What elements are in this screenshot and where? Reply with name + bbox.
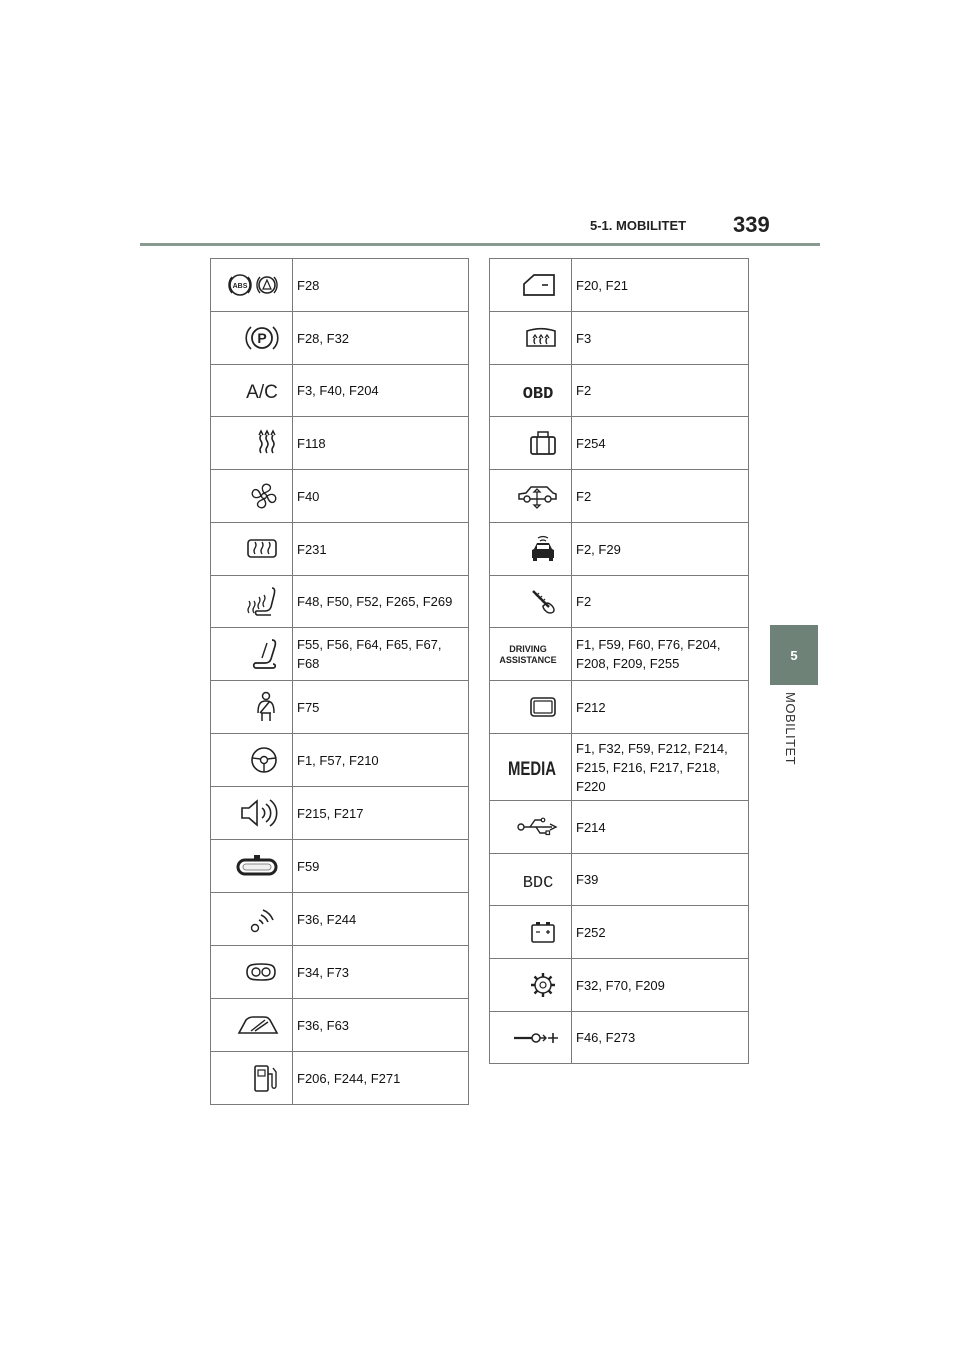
table-row bbox=[490, 259, 749, 312]
seatbelt-icon bbox=[253, 691, 279, 723]
table-row bbox=[211, 576, 469, 628]
table-row bbox=[490, 906, 749, 959]
table-row bbox=[490, 365, 749, 417]
icon-cell bbox=[490, 854, 572, 906]
table-row bbox=[490, 312, 749, 365]
fuse-refs: F39 bbox=[572, 854, 749, 906]
svg-text:MEDIA: MEDIA bbox=[508, 759, 557, 780]
fuse-refs: F2, F29 bbox=[572, 523, 749, 576]
car-height-icon bbox=[516, 482, 558, 510]
fuse-refs: F34, F73 bbox=[293, 946, 469, 999]
table-row bbox=[211, 681, 469, 734]
icon-cell bbox=[211, 840, 293, 893]
icon-cell bbox=[490, 312, 572, 365]
driving-assistance-icon bbox=[498, 641, 558, 667]
icon-cell bbox=[211, 787, 293, 840]
table-row bbox=[211, 523, 469, 576]
svg-text:P: P bbox=[257, 330, 267, 346]
battery-icon bbox=[528, 919, 558, 945]
table-row bbox=[211, 417, 469, 470]
table-row bbox=[490, 628, 749, 681]
heating-icon bbox=[255, 429, 279, 457]
obd-icon bbox=[518, 380, 558, 402]
fuse-refs: F118 bbox=[293, 417, 469, 470]
fuse-refs: F59 bbox=[293, 840, 469, 893]
speaker-icon bbox=[239, 797, 279, 829]
fan-icon bbox=[249, 481, 279, 511]
fuse-refs: F212 bbox=[572, 681, 749, 734]
trailer-hitch-icon bbox=[512, 1028, 558, 1048]
fuse-refs: F206, F244, F271 bbox=[293, 1052, 469, 1105]
icon-cell bbox=[490, 801, 572, 854]
table-row bbox=[211, 1052, 469, 1105]
horn-icon bbox=[528, 587, 558, 617]
table-row bbox=[490, 576, 749, 628]
icon-cell bbox=[211, 681, 293, 734]
table-row bbox=[211, 946, 469, 999]
icon-cell bbox=[490, 470, 572, 523]
car-sensor-icon bbox=[528, 534, 558, 564]
fuse-refs: F48, F50, F52, F265, F269 bbox=[293, 576, 469, 628]
icon-cell bbox=[211, 523, 293, 576]
fuse-refs: F1, F59, F60, F76, F204, F208, F209, F255 bbox=[572, 628, 749, 681]
seat-heater-icon bbox=[245, 585, 279, 619]
media-icon bbox=[506, 755, 558, 779]
table-row bbox=[211, 999, 469, 1052]
fuse-refs: F3 bbox=[572, 312, 749, 365]
table-row bbox=[490, 854, 749, 906]
fuse-refs: F254 bbox=[572, 417, 749, 470]
instrument-cluster-icon bbox=[243, 961, 279, 983]
table-row bbox=[211, 840, 469, 893]
table-row bbox=[211, 787, 469, 840]
fuse-refs: F215, F217 bbox=[293, 787, 469, 840]
abs-brake-warning-icon bbox=[227, 272, 279, 298]
fuse-table-left bbox=[210, 258, 469, 1105]
icon-cell bbox=[211, 734, 293, 787]
fuse-refs: F2 bbox=[572, 576, 749, 628]
chapter-tab: 5 bbox=[770, 625, 818, 685]
icon-cell bbox=[490, 1012, 572, 1064]
fuse-refs: F46, F273 bbox=[572, 1012, 749, 1064]
icon-cell bbox=[211, 312, 293, 365]
fuse-refs: F252 bbox=[572, 906, 749, 959]
icon-cell bbox=[211, 999, 293, 1052]
table-row bbox=[490, 1012, 749, 1064]
fuse-refs: F20, F21 bbox=[572, 259, 749, 312]
fuse-refs: F28 bbox=[293, 259, 469, 312]
front-defrost-icon bbox=[524, 326, 558, 350]
icon-cell bbox=[211, 576, 293, 628]
table-row bbox=[211, 734, 469, 787]
icon-cell bbox=[490, 734, 572, 801]
icon-cell bbox=[490, 628, 572, 681]
table-row bbox=[490, 523, 749, 576]
fuse-refs: F1, F57, F210 bbox=[293, 734, 469, 787]
table-row bbox=[211, 470, 469, 523]
fuse-refs: F214 bbox=[572, 801, 749, 854]
fuse-refs: F40 bbox=[293, 470, 469, 523]
sunroof-icon bbox=[237, 1014, 279, 1036]
icon-cell bbox=[490, 959, 572, 1012]
display-icon bbox=[528, 695, 558, 719]
seat-icon bbox=[249, 637, 279, 671]
section-title: 5-1. MOBILITET bbox=[590, 218, 687, 233]
gear-icon bbox=[528, 970, 558, 1000]
fuse-refs: F3, F40, F204 bbox=[293, 365, 469, 417]
fuse-refs: F75 bbox=[293, 681, 469, 734]
svg-text:ABS: ABS bbox=[232, 283, 248, 290]
fuse-refs: F32, F70, F209 bbox=[572, 959, 749, 1012]
rear-defrost-icon bbox=[245, 537, 279, 561]
fuse-table-right bbox=[489, 258, 749, 1064]
svg-text:A/C: A/C bbox=[246, 381, 278, 403]
table-row bbox=[490, 734, 749, 801]
icon-cell bbox=[490, 259, 572, 312]
fuse-refs: F2 bbox=[572, 470, 749, 523]
ac-icon bbox=[245, 379, 279, 403]
icon-cell bbox=[490, 681, 572, 734]
remote-signal-icon bbox=[249, 904, 279, 934]
table-row bbox=[211, 365, 469, 417]
icon-cell bbox=[211, 259, 293, 312]
fuse-refs: F36, F63 bbox=[293, 999, 469, 1052]
icon-cell bbox=[490, 906, 572, 959]
table-row bbox=[211, 893, 469, 946]
table-row bbox=[490, 801, 749, 854]
icon-cell bbox=[211, 470, 293, 523]
bdc-icon bbox=[518, 868, 558, 892]
icon-cell bbox=[211, 893, 293, 946]
fuse-refs: F36, F244 bbox=[293, 893, 469, 946]
fuse-refs: F55, F56, F64, F65, F67, F68 bbox=[293, 628, 469, 681]
svg-text:ASSISTANCE: ASSISTANCE bbox=[499, 655, 557, 665]
fuel-pump-icon bbox=[251, 1062, 279, 1094]
parking-brake-icon bbox=[245, 323, 279, 353]
table-row bbox=[211, 312, 469, 365]
icon-cell bbox=[490, 576, 572, 628]
table-row bbox=[211, 628, 469, 681]
table-row bbox=[490, 959, 749, 1012]
fuse-refs: F1, F32, F59, F212, F214, F215, F216, F217, F218, F220 bbox=[572, 734, 749, 801]
usb-icon bbox=[516, 816, 558, 838]
luggage-icon bbox=[528, 429, 558, 457]
icon-cell bbox=[211, 365, 293, 417]
svg-text:DRIVING: DRIVING bbox=[509, 644, 547, 654]
icon-cell bbox=[211, 417, 293, 470]
interior-light-icon bbox=[235, 854, 279, 878]
door-icon bbox=[520, 272, 558, 298]
icon-cell bbox=[490, 365, 572, 417]
fuse-refs: F2 bbox=[572, 365, 749, 417]
svg-text:BDC: BDC bbox=[522, 873, 554, 893]
icon-cell bbox=[211, 628, 293, 681]
chapter-tab-label: MOBILITET bbox=[783, 692, 798, 766]
icon-cell bbox=[211, 1052, 293, 1105]
icon-cell bbox=[490, 417, 572, 470]
icon-cell bbox=[490, 523, 572, 576]
table-row bbox=[490, 470, 749, 523]
svg-text:OBD: OBD bbox=[522, 384, 554, 404]
icon-cell bbox=[211, 946, 293, 999]
table-row bbox=[490, 417, 749, 470]
header-divider bbox=[140, 243, 820, 246]
page-number: 339 bbox=[733, 212, 770, 237]
table-row bbox=[490, 681, 749, 734]
steering-wheel-icon bbox=[249, 745, 279, 775]
table-row bbox=[211, 259, 469, 312]
fuse-refs: F231 bbox=[293, 523, 469, 576]
fuse-refs: F28, F32 bbox=[293, 312, 469, 365]
